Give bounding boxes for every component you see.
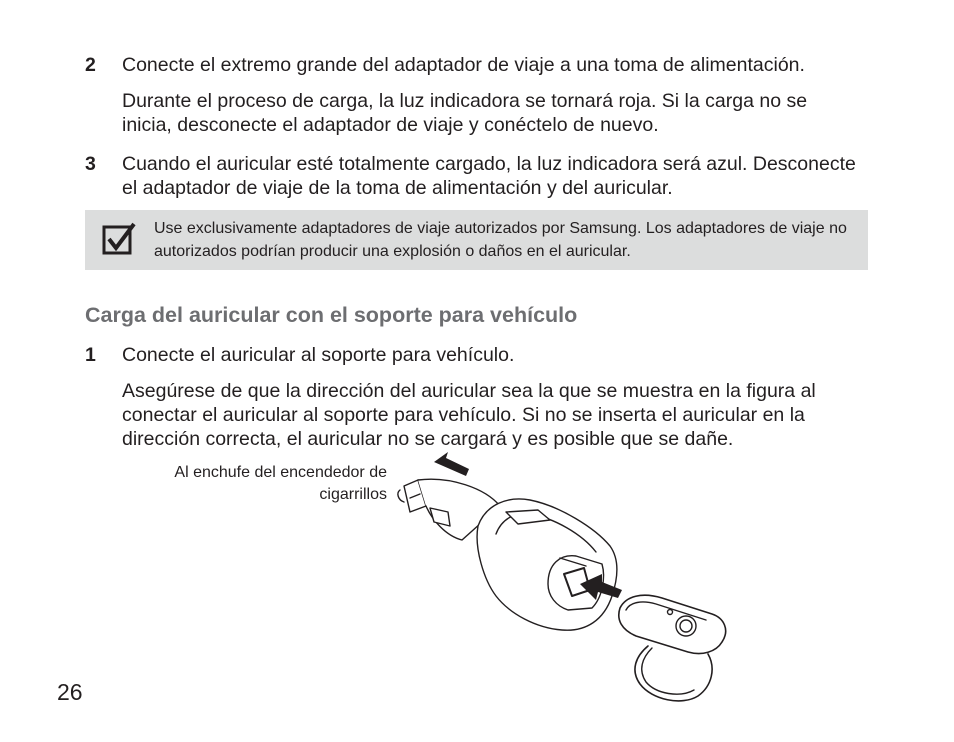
checkbox-check-icon xyxy=(102,222,136,256)
step-number: 3 xyxy=(85,153,96,175)
step-text: Conecte el extremo grande del adaptador de viaje a una toma de alimentación. xyxy=(122,54,805,76)
figure-caption: Al enchufe del encendedor de cigarrillos xyxy=(174,464,387,503)
headset-icon xyxy=(619,595,726,701)
step-detail-text: Durante el proceso de carga, la luz indicadora se tornará roja. Si la carga no se inicia, desconecte el adaptador de viaje y conéctelo de nuevo. xyxy=(122,90,808,136)
page-number: 26 xyxy=(57,679,83,705)
step-text: Conecte el auricular al soporte para vehículo. xyxy=(122,344,515,366)
step-text: Cuando el auricular esté totalmente cargado, la luz indicadora será azul. Desconecte el adaptador de viaje de la toma de alimentación y del auricular. xyxy=(122,153,856,199)
step-number: 1 xyxy=(85,344,96,366)
note-box xyxy=(85,210,868,270)
car-charger-illustration xyxy=(390,448,740,710)
step-number: 2 xyxy=(85,54,96,76)
note-text: Use exclusivamente adaptadores de viaje autorizados por Samsung. Los adaptadores de viaje no autorizados podrían producir una explosión o daños en el auricular. xyxy=(154,220,847,260)
arrow-to-socket-icon xyxy=(434,452,469,476)
step-detail-text: Asegúrese de que la dirección del auricular sea la que se muestra en la figura al conectar el auricular al soporte para vehículo. Si no se inserta el auricular en la dirección correcta, el auricular no se cargará y es posible que se dañe. xyxy=(122,380,816,450)
section-title: Carga del auricular con el soporte para vehículo xyxy=(85,303,578,327)
charger-body-icon xyxy=(477,499,617,630)
